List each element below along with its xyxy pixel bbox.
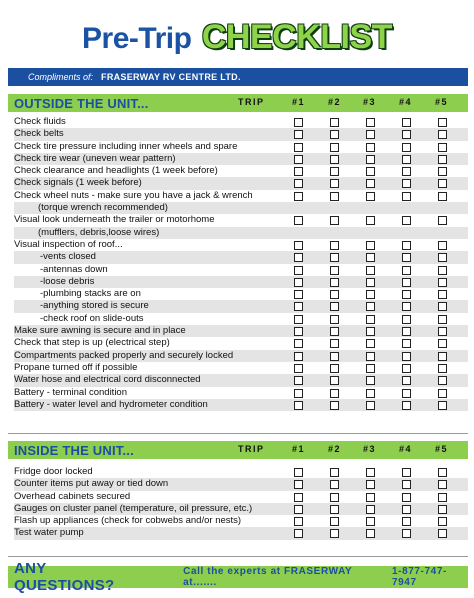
checkbox-trip-1[interactable] (294, 505, 303, 514)
item-label: -antennas down (40, 263, 108, 275)
checkbox-trip-3[interactable] (366, 339, 375, 348)
checkbox-trip-1[interactable] (294, 529, 303, 538)
checkbox-trip-4[interactable] (402, 364, 411, 373)
item-label: Check clearance and headlights (1 week before) (14, 165, 218, 177)
checkbox-trip-2[interactable] (330, 327, 339, 336)
item-label: Water hose and electrical cord disconnected (14, 374, 201, 386)
checklist-row (14, 374, 468, 386)
checkbox-trip-3[interactable] (366, 143, 375, 152)
checkbox-trip-5[interactable] (438, 505, 447, 514)
checkbox-trip-1[interactable] (294, 364, 303, 373)
item-label: Battery - water level and hydrometer condition (14, 398, 208, 410)
checkbox-trip-3[interactable] (366, 266, 375, 275)
title-pre-trip: Pre-Trip (82, 22, 192, 55)
checkbox-trip-1[interactable] (294, 339, 303, 348)
checkbox-trip-4[interactable] (402, 315, 411, 324)
checklist-row (14, 515, 468, 527)
checkbox-trip-5[interactable] (438, 192, 447, 201)
item-label: Check belts (14, 128, 64, 140)
any-questions-label: ANY QUESTIONS? (14, 560, 115, 594)
checkbox-trip-5[interactable] (438, 118, 447, 127)
checklist-row (14, 466, 468, 478)
checkbox-trip-3[interactable] (366, 290, 375, 299)
checkbox-trip-5[interactable] (438, 290, 447, 299)
item-label: Compartments packed properly and securely locked (14, 349, 234, 361)
item-label: -check roof on slide-outs (40, 312, 144, 324)
page-title (0, 18, 474, 64)
phone-number[interactable]: 1-877-747-7947 (391, 566, 447, 588)
checkbox-trip-5[interactable] (438, 389, 447, 398)
item-label: Check tire pressure including inner wheels and spare (14, 140, 238, 152)
section-divider (8, 433, 468, 434)
checklist-row (14, 300, 468, 312)
item-label: -vents closed (40, 251, 96, 263)
checkbox-trip-5[interactable] (438, 241, 447, 250)
checkbox-trip-1[interactable] (294, 302, 303, 311)
checkbox-trip-4[interactable] (402, 155, 411, 164)
checkbox-trip-3[interactable] (366, 517, 375, 526)
checkbox-trip-3[interactable] (366, 401, 375, 410)
outside-checklist (14, 116, 468, 411)
checkbox-trip-5[interactable] (438, 493, 447, 502)
checklist-row (14, 141, 468, 153)
checklist-row (14, 337, 468, 349)
checkbox-trip-2[interactable] (330, 315, 339, 324)
item-label: Flash up appliances (check for cobwebs and/or nests) (14, 515, 242, 527)
checkbox-trip-4[interactable] (402, 278, 411, 287)
checkbox-trip-3[interactable] (366, 253, 375, 262)
checklist-row (14, 399, 468, 411)
checkbox-trip-2[interactable] (330, 468, 339, 477)
checkbox-trip-4[interactable] (402, 352, 411, 361)
checkbox-trip-1[interactable] (294, 241, 303, 250)
checkbox-trip-1[interactable] (294, 155, 303, 164)
checkbox-trip-5[interactable] (438, 253, 447, 262)
checkbox-trip-1[interactable] (294, 352, 303, 361)
checkbox-trip-3[interactable] (366, 505, 375, 514)
checkbox-trip-2[interactable] (330, 216, 339, 225)
checkbox-trip-2[interactable] (330, 253, 339, 262)
checkbox-trip-4[interactable] (402, 302, 411, 311)
compliments-bar (8, 68, 468, 86)
checkbox-trip-3[interactable] (366, 302, 375, 311)
checkbox-trip-4[interactable] (402, 517, 411, 526)
checkbox-trip-3[interactable] (366, 376, 375, 385)
checkbox-trip-2[interactable] (330, 155, 339, 164)
checkbox-trip-5[interactable] (438, 315, 447, 324)
checkbox-trip-4[interactable] (402, 529, 411, 538)
checkbox-trip-3[interactable] (366, 155, 375, 164)
col-2: #2 (328, 97, 342, 107)
item-label: Propane turned off if possible (14, 361, 138, 373)
checkbox-trip-5[interactable] (438, 352, 447, 361)
checklist-row (14, 313, 468, 325)
checkbox-trip-2[interactable] (330, 389, 339, 398)
checklist-row (14, 478, 468, 490)
checkbox-trip-2[interactable] (330, 517, 339, 526)
checkbox-trip-1[interactable] (294, 130, 303, 139)
checkbox-trip-5[interactable] (438, 517, 447, 526)
checkbox-trip-3[interactable] (366, 278, 375, 287)
checkbox-trip-2[interactable] (330, 302, 339, 311)
checkbox-trip-5[interactable] (438, 179, 447, 188)
outside-section-title: OUTSIDE THE UNIT... (14, 95, 149, 111)
checkbox-trip-5[interactable] (438, 529, 447, 538)
col-1: #1 (292, 97, 306, 107)
item-label: -anything stored is secure (40, 300, 149, 312)
checkbox-trip-1[interactable] (294, 179, 303, 188)
checklist-row (14, 153, 468, 165)
checkbox-trip-3[interactable] (366, 364, 375, 373)
checkbox-trip-1[interactable] (294, 315, 303, 324)
item-label: Visual inspection of roof... (14, 238, 123, 250)
checklist-row (14, 503, 468, 515)
checkbox-trip-3[interactable] (366, 468, 375, 477)
checkbox-trip-4[interactable] (402, 118, 411, 127)
col-3: #3 (363, 444, 377, 454)
item-label: Visual look underneath the trailer or motorhome (14, 214, 215, 226)
checkbox-trip-4[interactable] (402, 253, 411, 262)
item-label: (torque wrench recommended) (38, 202, 168, 214)
checkbox-trip-3[interactable] (366, 192, 375, 201)
col-5: #5 (435, 444, 449, 454)
checkbox-trip-1[interactable] (294, 143, 303, 152)
checkbox-trip-5[interactable] (438, 327, 447, 336)
item-label: Check fluids (14, 116, 66, 127)
checkbox-trip-2[interactable] (330, 290, 339, 299)
checkbox-trip-3[interactable] (366, 493, 375, 502)
checkbox-trip-4[interactable] (402, 327, 411, 336)
checkbox-trip-3[interactable] (366, 315, 375, 324)
checklist-row-continuation (14, 202, 468, 214)
checkbox-trip-3[interactable] (366, 179, 375, 188)
checkbox-trip-1[interactable] (294, 389, 303, 398)
checkbox-trip-5[interactable] (438, 155, 447, 164)
checklist-row (14, 214, 468, 226)
checkbox-trip-2[interactable] (330, 241, 339, 250)
col-4: #4 (399, 444, 413, 454)
checklist-row (14, 165, 468, 177)
checkbox-trip-3[interactable] (366, 327, 375, 336)
checkbox-trip-5[interactable] (438, 468, 447, 477)
item-label: Check wheel nuts - make sure you have a jack & wrench (14, 189, 253, 201)
checkbox-trip-2[interactable] (330, 118, 339, 127)
item-label: -loose debris (40, 275, 95, 287)
checkbox-trip-2[interactable] (330, 130, 339, 139)
checkbox-trip-1[interactable] (294, 493, 303, 502)
checkbox-trip-4[interactable] (402, 216, 411, 225)
checkbox-trip-4[interactable] (402, 468, 411, 477)
checklist-row (14, 362, 468, 374)
col-trip: TRIP (238, 444, 265, 454)
checklist-row (14, 251, 468, 263)
checkbox-trip-4[interactable] (402, 376, 411, 385)
checkbox-trip-4[interactable] (402, 339, 411, 348)
checklist-row (14, 264, 468, 276)
checkbox-trip-1[interactable] (294, 376, 303, 385)
checkbox-trip-2[interactable] (330, 505, 339, 514)
call-experts-text: Call the experts at FRASERWAY at....... (183, 566, 353, 588)
checkbox-trip-5[interactable] (438, 376, 447, 385)
checkbox-trip-1[interactable] (294, 401, 303, 410)
checkbox-trip-1[interactable] (294, 290, 303, 299)
checkbox-trip-5[interactable] (438, 167, 447, 176)
checkbox-trip-4[interactable] (402, 241, 411, 250)
checkbox-trip-5[interactable] (438, 401, 447, 410)
col-5: #5 (435, 97, 449, 107)
checklist-row (14, 350, 468, 362)
checkbox-trip-5[interactable] (438, 216, 447, 225)
checklist-row (14, 387, 468, 399)
checkbox-trip-2[interactable] (330, 364, 339, 373)
title-checklist: CHECKLIST (201, 18, 392, 56)
item-label: Overhead cabinets secured (14, 490, 131, 502)
checkbox-trip-1[interactable] (294, 278, 303, 287)
checkbox-trip-4[interactable] (402, 192, 411, 201)
checkbox-trip-4[interactable] (402, 480, 411, 489)
checkbox-trip-1[interactable] (294, 517, 303, 526)
checkbox-trip-2[interactable] (330, 352, 339, 361)
col-3: #3 (363, 97, 377, 107)
checkbox-trip-2[interactable] (330, 143, 339, 152)
item-label: Make sure awning is secure and in place (14, 325, 186, 337)
checkbox-trip-1[interactable] (294, 253, 303, 262)
checklist-row (14, 288, 468, 300)
checkbox-trip-1[interactable] (294, 216, 303, 225)
checkbox-trip-4[interactable] (402, 167, 411, 176)
col-2: #2 (328, 444, 342, 454)
checklist-row (14, 325, 468, 337)
checklist-row (14, 128, 468, 140)
checkbox-trip-4[interactable] (402, 179, 411, 188)
checklist-row (14, 491, 468, 503)
checkbox-trip-5[interactable] (438, 266, 447, 275)
checkbox-trip-4[interactable] (402, 130, 411, 139)
checkbox-trip-2[interactable] (330, 266, 339, 275)
checkbox-trip-5[interactable] (438, 143, 447, 152)
checkbox-trip-3[interactable] (366, 480, 375, 489)
checklist-row-continuation (14, 227, 468, 239)
checkbox-trip-4[interactable] (402, 401, 411, 410)
checkbox-trip-3[interactable] (366, 352, 375, 361)
checkbox-trip-1[interactable] (294, 167, 303, 176)
checkbox-trip-4[interactable] (402, 143, 411, 152)
item-label: Counter items put away or tied down (14, 478, 169, 490)
checkbox-trip-1[interactable] (294, 327, 303, 336)
checkbox-trip-5[interactable] (438, 302, 447, 311)
checkbox-trip-3[interactable] (366, 130, 375, 139)
checkbox-trip-1[interactable] (294, 480, 303, 489)
checkbox-trip-1[interactable] (294, 266, 303, 275)
checklist-row (14, 276, 468, 288)
item-label: Check signals (1 week before) (14, 177, 142, 189)
checkbox-trip-5[interactable] (438, 364, 447, 373)
item-label: (mufflers, debris,loose wires) (38, 226, 160, 238)
checklist-row (14, 177, 468, 189)
item-label: Gauges on cluster panel (temperature, oil pressure, etc.) (14, 502, 253, 514)
checkbox-trip-1[interactable] (294, 118, 303, 127)
checkbox-trip-2[interactable] (330, 493, 339, 502)
checkbox-trip-3[interactable] (366, 167, 375, 176)
checklist-row (14, 239, 468, 251)
checkbox-trip-4[interactable] (402, 505, 411, 514)
checkbox-trip-2[interactable] (330, 167, 339, 176)
checklist-row (14, 116, 468, 128)
col-4: #4 (399, 97, 413, 107)
checkbox-trip-4[interactable] (402, 493, 411, 502)
item-label: Battery - terminal condition (14, 386, 127, 398)
item-label: Fridge door locked (14, 466, 93, 477)
checklist-row (14, 190, 468, 202)
item-label: -plumbing stacks are on (40, 288, 141, 300)
inside-checklist (14, 466, 468, 540)
outside-section-header (8, 94, 468, 112)
checkbox-trip-5[interactable] (438, 278, 447, 287)
checkbox-trip-4[interactable] (402, 290, 411, 299)
item-label: Test water pump (14, 527, 84, 539)
checkbox-trip-1[interactable] (294, 468, 303, 477)
checkbox-trip-1[interactable] (294, 192, 303, 201)
inside-section-header (8, 441, 468, 459)
checkbox-trip-2[interactable] (330, 278, 339, 287)
checkbox-trip-2[interactable] (330, 376, 339, 385)
checkbox-trip-5[interactable] (438, 339, 447, 348)
col-1: #1 (292, 444, 306, 454)
section-divider (8, 556, 468, 557)
checkbox-trip-2[interactable] (330, 480, 339, 489)
company-name: FRASERWAY RV CENTRE LTD. (101, 72, 241, 82)
compliments-prefix: Compliments of: (28, 72, 94, 82)
checkbox-trip-3[interactable] (366, 216, 375, 225)
item-label: Check that step is up (electrical step) (14, 337, 170, 349)
checkbox-trip-2[interactable] (330, 401, 339, 410)
checkbox-trip-2[interactable] (330, 529, 339, 538)
checkbox-trip-2[interactable] (330, 339, 339, 348)
inside-section-title: INSIDE THE UNIT... (14, 442, 134, 458)
col-trip: TRIP (238, 97, 265, 107)
questions-bar (8, 560, 468, 594)
checkbox-trip-3[interactable] (366, 118, 375, 127)
checkbox-trip-2[interactable] (330, 192, 339, 201)
checkbox-trip-3[interactable] (366, 529, 375, 538)
item-label: Check tire wear (uneven wear pattern) (14, 152, 176, 164)
checkbox-trip-2[interactable] (330, 179, 339, 188)
checkbox-trip-3[interactable] (366, 389, 375, 398)
checkbox-trip-5[interactable] (438, 480, 447, 489)
checklist-row (14, 527, 468, 539)
checkbox-trip-4[interactable] (402, 266, 411, 275)
checkbox-trip-5[interactable] (438, 130, 447, 139)
checkbox-trip-3[interactable] (366, 241, 375, 250)
checkbox-trip-4[interactable] (402, 389, 411, 398)
